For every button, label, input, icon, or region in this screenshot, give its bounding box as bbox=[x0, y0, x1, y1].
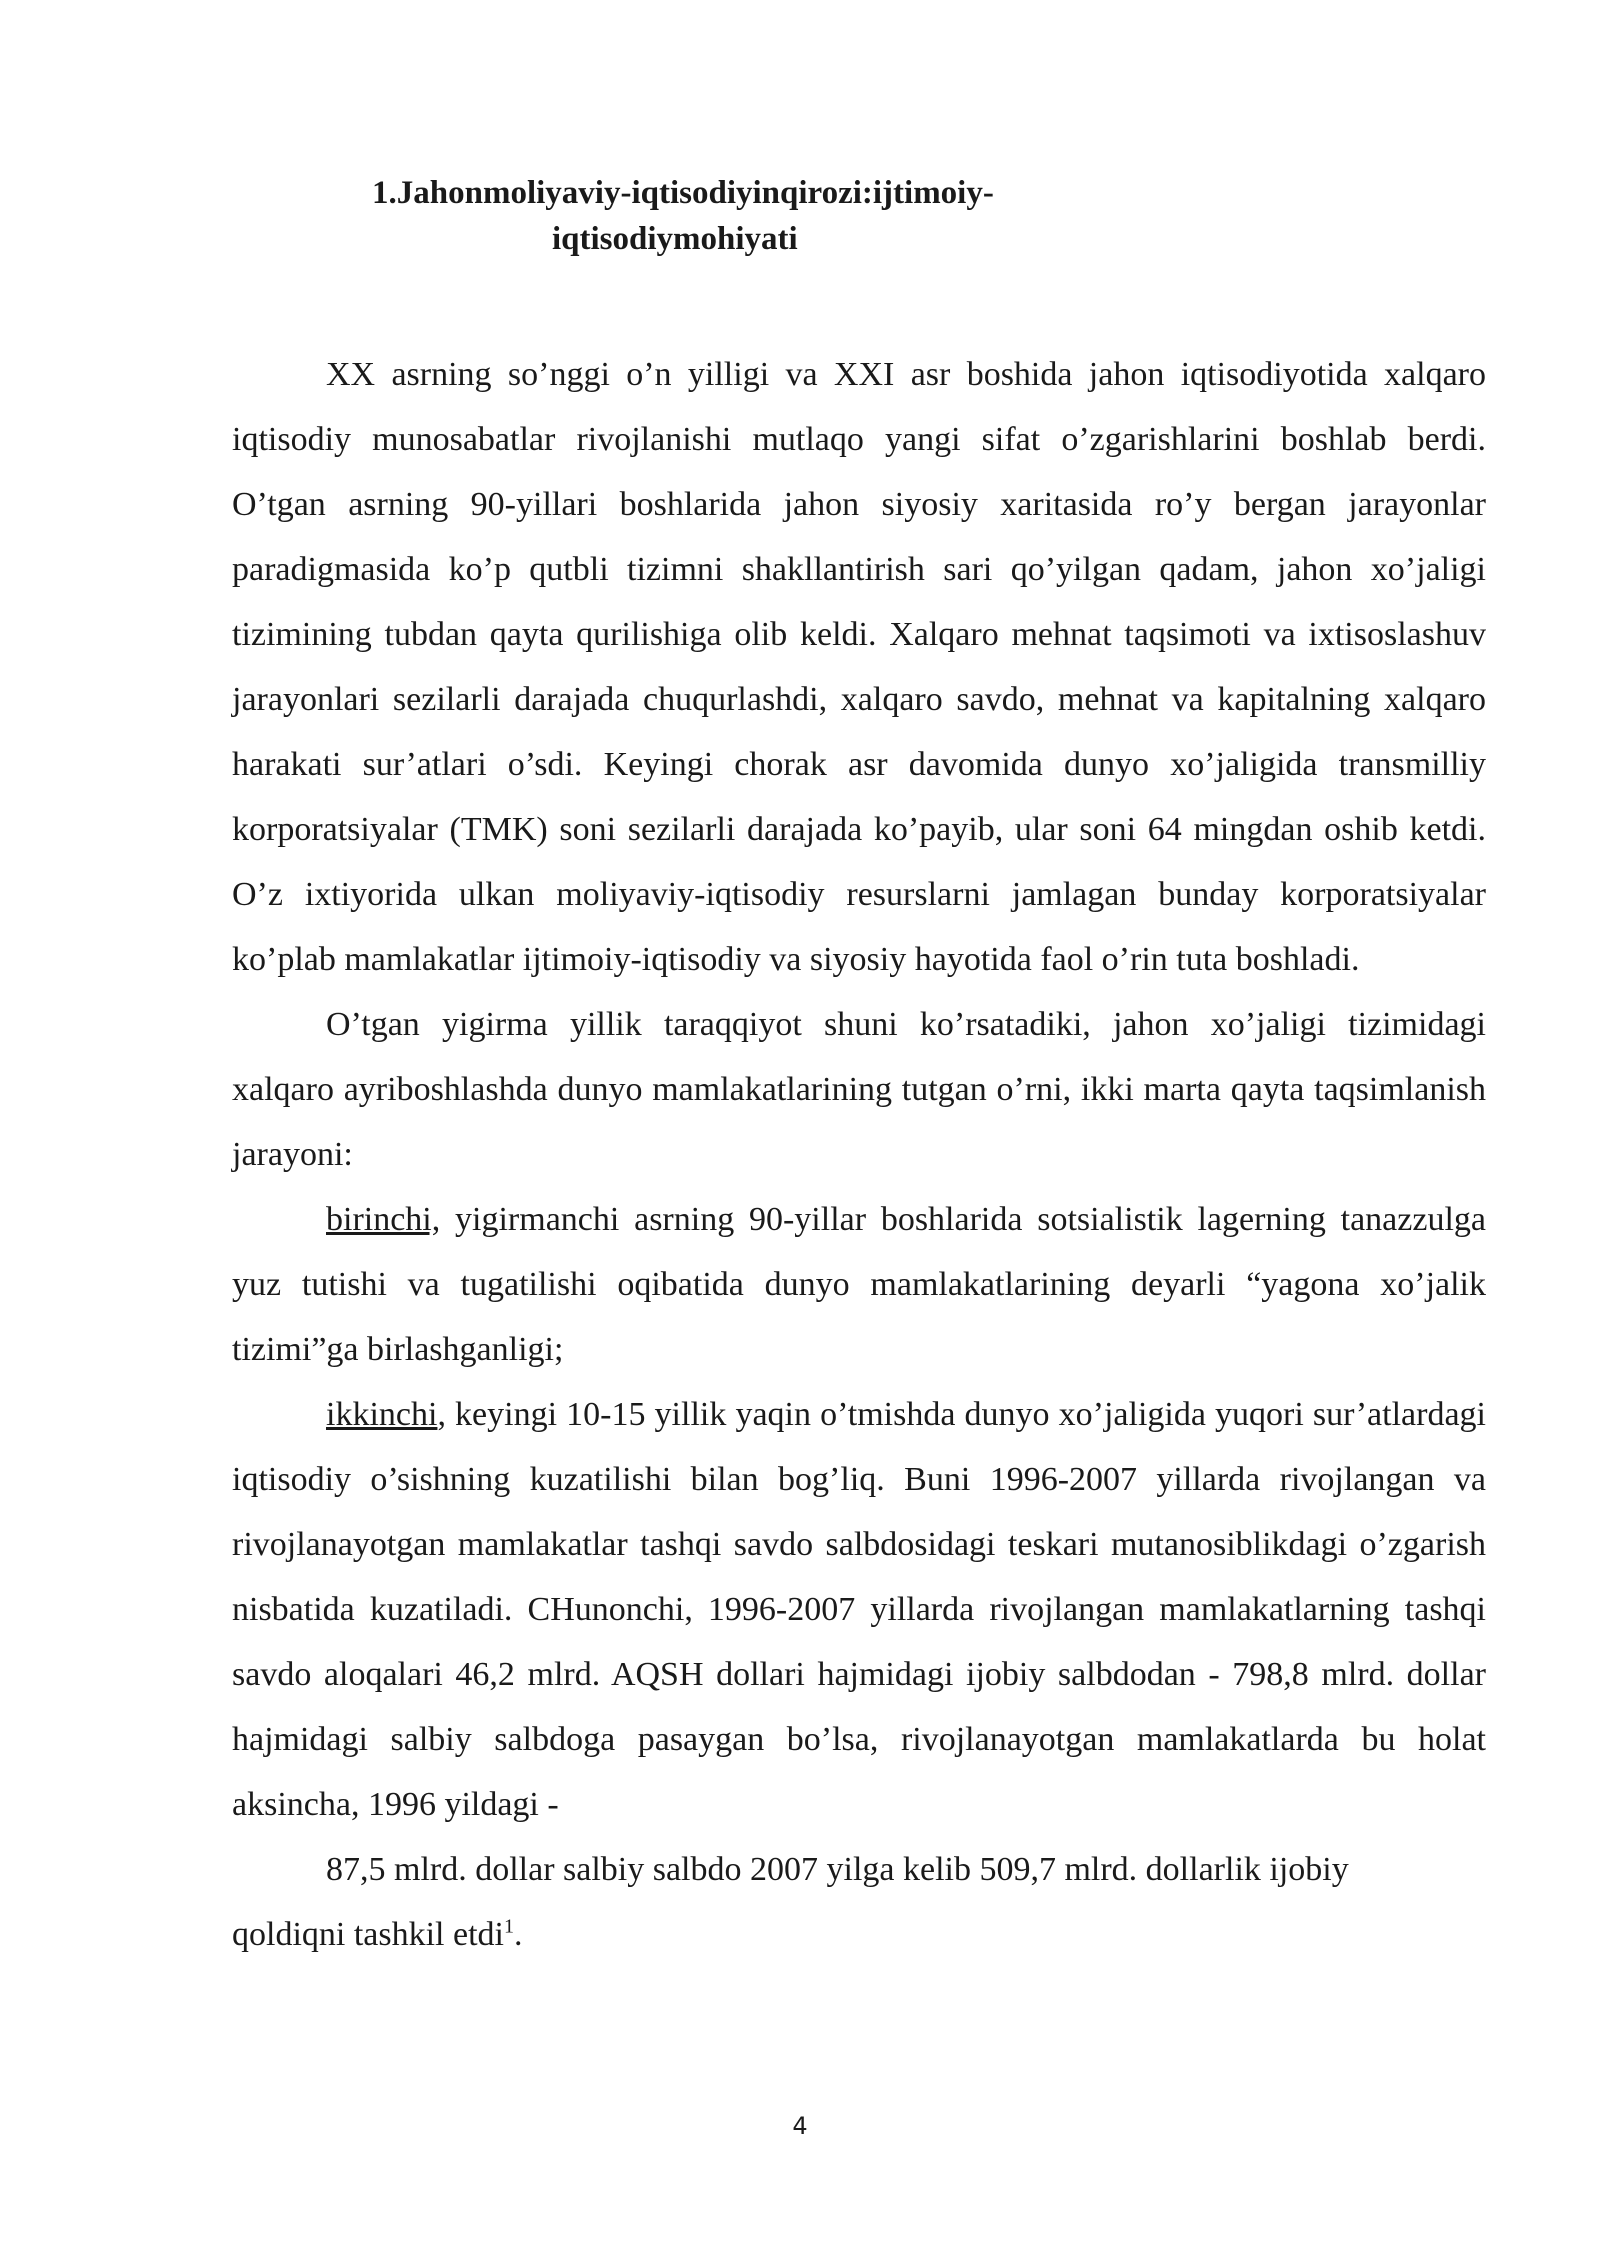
paragraph-6-end: . bbox=[513, 1916, 523, 1953]
footnote-marker: 1 bbox=[503, 1915, 514, 1938]
section-title-line-1: 1.Jahonmoliyaviy-iqtisodiyinqirozi:ijtimoiy- bbox=[372, 175, 994, 211]
paragraph-3-lead: birinchi, bbox=[326, 1201, 441, 1238]
body-text bbox=[232, 342, 1486, 1967]
paragraph-1: XX asrning so’nggi o’n yilligi va XXI asr boshida jahon iqtisodiyotida xalqaro iqtisodiy munosabatlar rivojlanishi mutlaqo yangi sifat o’zgarishlarini boshlab berdi. O’tgan asrning 90-yillari boshlarida jahon siyosiy xaritasida ro’y bergan jarayonlar paradigmasida ko’p qutbli tizimni shakllantirish sari qo’yilgan qadam, jahon xo’jaligi tizimining tubdan qayta qurilishiga olib keldi. Xalqaro mehnat taqsimoti va ixtisoslashuv jarayonlari sezilarli darajada chuqurlashdi, xalqaro savdo, mehnat va kapitalning xalqaro harakati sur’atlari o’sdi. Keyingi chorak asr davomida dunyo xo’jaligida transmilliy korporatsiyalar (TMK) soni sezilarli darajada ko’payib, ular soni 64 mingdan oshib ketdi. O’z ixtiyorida ulkan moliyaviy-iqtisodiy resurslarni jamlagan bunday korporatsiyalar ko’plab mamlakatlar ijtimoiy-iqtisodiy va siyosiy hayotida faol o’rin tuta boshladi. bbox=[232, 356, 1486, 978]
paragraph-3 bbox=[232, 1187, 1486, 1382]
paragraph-5: 87,5 mlrd. dollar salbiy salbdo 2007 yilga kelib 509,7 mlrd. dollarlik ijobiy bbox=[326, 1851, 1349, 1888]
paragraph-4-rest: , keyingi 10-15 yillik yaqin o’tmishda dunyo xo’jaligida yuqori sur’atlardagi iqtisodiy o’sishning kuzatilishi bilan bog’liq. Buni 1996-2007 yillarda rivojlangan va rivojlanayotgan mamlakatlar tashqi savdo salbdosidagi teskari mutanosiblikdagi o’zgarish nisbatida kuzatiladi. CHunonchi, 1996-2007 yillarda rivojlangan mamlakatlarning tashqi savdo aloqalari 46,2 mlrd. AQSH dollari hajmidagi ijobiy salbdodan - 798,8 mlrd. dollar hajmidagi salbiy salbdoga pasaygan bo’lsa, rivojlanayotgan mamlakatlarda bu holat aksincha, 1996 yildagi - bbox=[232, 1396, 1486, 1823]
page-number: 4 bbox=[792, 2112, 808, 2140]
paragraph-3-rest: yigirmanchi asrning 90-yillar boshlarida sotsialistik lagerning tanazzulga yuz tutishi va tugatilishi oqibatida dunyo mamlakatlarining deyarli “yagona xo’jalik tizimi”ga birlashganligi; bbox=[232, 1201, 1486, 1368]
paragraph-2: O’tgan yigirma yillik taraqqiyot shuni ko’rsatadiki, jahon xo’jaligi tizimidagi xalqaro ayriboshlashda dunyo mamlakatlarining tutgan o’rni, ikki marta qayta taqsimlanish jarayoni: bbox=[232, 1006, 1486, 1173]
section-title-line-2: iqtisodiymohiyati bbox=[552, 221, 798, 257]
paragraph-6-text: qoldiqni tashkil etdi bbox=[232, 1916, 504, 1953]
paragraph-6 bbox=[232, 1902, 1486, 1967]
paragraph-4-lead: ikkinchi bbox=[326, 1396, 438, 1433]
paragraph-4 bbox=[232, 1382, 1486, 1837]
section-title bbox=[372, 170, 1192, 262]
